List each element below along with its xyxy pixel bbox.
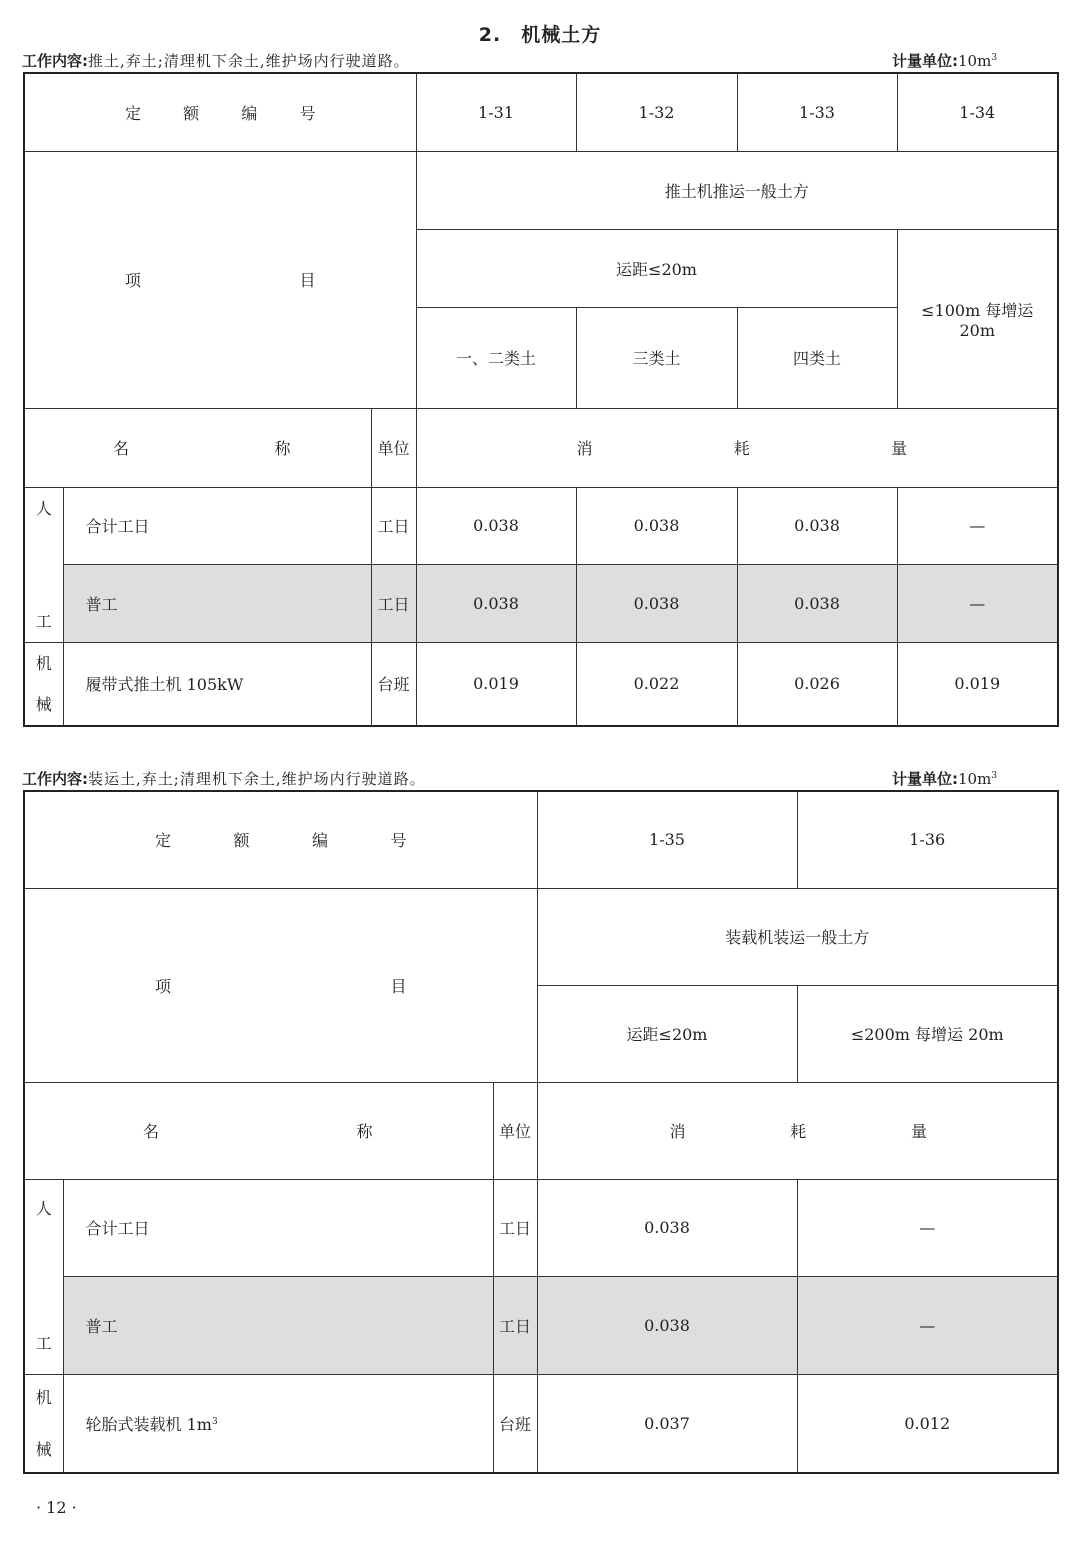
- section-title: 2. 机械土方: [478, 24, 602, 46]
- row-unit: 工日: [371, 564, 416, 642]
- item-label-char: 目: [299, 271, 316, 290]
- table-row: [24, 1374, 1058, 1473]
- name-label-cell: [24, 1082, 493, 1179]
- labor-category-char: 工: [35, 611, 52, 631]
- work-content-text: 装运土,弃土;清理机下余土,维护场内行驶道路。: [88, 770, 426, 788]
- quota-code: 1-35: [537, 791, 797, 888]
- table-row: [24, 487, 1058, 564]
- quota-code: 1-31: [416, 73, 576, 151]
- row-value: 0.019: [416, 642, 576, 726]
- group-header-row: [24, 888, 1058, 985]
- row-value: 0.038: [537, 1179, 797, 1277]
- row-value: 0.012: [797, 1374, 1058, 1473]
- quota-label-char: 额: [183, 103, 200, 123]
- labor-category: [24, 1179, 63, 1374]
- extra-header-line: ≤100m 每增运: [921, 300, 1034, 320]
- column-header-row: [24, 1082, 1058, 1179]
- row-name: 合计工日: [63, 487, 371, 564]
- work-content-1: [22, 50, 410, 71]
- name-label-char: 名: [143, 1122, 160, 1141]
- work-content-2: [22, 768, 426, 789]
- name-label-char: 称: [274, 439, 291, 458]
- measure-unit-sup: 3: [991, 53, 998, 63]
- machine-category-char: 械: [35, 694, 52, 714]
- row-name-cell: [63, 1374, 493, 1473]
- row-unit: 工日: [493, 1179, 537, 1277]
- quota-label-char: 定: [155, 831, 172, 851]
- labor-category-char: 工: [35, 1333, 52, 1353]
- consumption-char: 消: [576, 439, 593, 458]
- consumption-char: 量: [890, 439, 907, 458]
- name-label-char: 名: [113, 439, 130, 458]
- group-header: 推土机推运一般土方: [416, 151, 1058, 229]
- row-name: 合计工日: [63, 1179, 493, 1277]
- item-label-cell: [24, 151, 416, 408]
- quota-code: 1-32: [576, 73, 737, 151]
- row-value: 0.038: [576, 487, 737, 564]
- soil-class: 三类土: [576, 307, 737, 408]
- machine-category: [24, 1374, 63, 1473]
- measure-unit-2: [892, 768, 997, 789]
- row-value: 0.022: [576, 642, 737, 726]
- quota-code: 1-36: [797, 791, 1058, 888]
- quota-code: 1-34: [897, 73, 1058, 151]
- row-unit: 台班: [493, 1374, 537, 1473]
- machine-category: [24, 642, 63, 726]
- work-content-text: 推土,弃土;清理机下余土,维护场内行驶道路。: [88, 52, 410, 70]
- row-value: 0.038: [737, 487, 897, 564]
- row-value: 0.038: [537, 1277, 797, 1375]
- machine-category-char: 机: [35, 1387, 52, 1407]
- consumption-char: 量: [910, 1122, 927, 1141]
- soil-class: 一、二类土: [416, 307, 576, 408]
- quota-label-cell: [24, 73, 416, 151]
- distance-header: 运距≤20m: [416, 229, 897, 307]
- group-header-row: [24, 151, 1058, 229]
- row-value: 0.038: [416, 487, 576, 564]
- quota-label-char: 编: [241, 103, 258, 123]
- measure-unit-value: 10m: [958, 770, 992, 788]
- table-row: [24, 642, 1058, 726]
- consumption-label-cell: [537, 1082, 1058, 1179]
- row-value: 0.026: [737, 642, 897, 726]
- quota-label-cell: [24, 791, 537, 888]
- quota-code-row: [24, 791, 1058, 888]
- quota-label-char: 编: [312, 831, 329, 851]
- row-value: 0.037: [537, 1374, 797, 1473]
- measure-unit-label: 计量单位:: [892, 52, 958, 70]
- table-row: [24, 1277, 1058, 1375]
- measure-unit-sup: 3: [991, 771, 998, 781]
- soil-class: 四类土: [737, 307, 897, 408]
- consumption-char: 消: [669, 1122, 686, 1141]
- table-row: [24, 1179, 1058, 1277]
- quota-label-char: 号: [299, 103, 316, 123]
- labor-category: [24, 487, 63, 642]
- row-value: —: [897, 564, 1058, 642]
- work-content-label: 工作内容:: [22, 770, 88, 788]
- row-unit: 工日: [371, 487, 416, 564]
- consumption-char: 耗: [733, 439, 750, 458]
- consumption-label-cell: [416, 408, 1058, 487]
- sub-header: 运距≤20m: [537, 985, 797, 1082]
- row-value: 0.038: [576, 564, 737, 642]
- row-name: 普工: [63, 564, 371, 642]
- item-label-char: 项: [155, 976, 172, 996]
- extra-distance-header: [897, 229, 1058, 408]
- extra-header-line: 20m: [959, 320, 996, 340]
- labor-category-char: 人: [35, 498, 52, 518]
- measure-unit-label: 计量单位:: [892, 770, 958, 788]
- row-name: 普工: [63, 1277, 493, 1375]
- row-value: —: [797, 1277, 1058, 1375]
- name-label-cell: [24, 408, 371, 487]
- labor-category-char: 人: [35, 1198, 52, 1218]
- quota-code: 1-33: [737, 73, 897, 151]
- item-label-cell: [24, 888, 537, 1082]
- unit-column-label: 单位: [493, 1082, 537, 1179]
- unit-column-label: 单位: [371, 408, 416, 487]
- quota-table-2: [23, 790, 1059, 1474]
- sub-header: ≤200m 每增运 20m: [797, 985, 1058, 1082]
- table-row: [24, 564, 1058, 642]
- row-value: —: [797, 1179, 1058, 1277]
- name-label-char: 称: [356, 1122, 373, 1141]
- row-name: 轮胎式装载机 1m: [85, 1414, 212, 1434]
- quota-label-char: 号: [390, 831, 407, 851]
- row-name: 履带式推土机 105kW: [63, 642, 371, 726]
- group-header: 装载机装运一般土方: [537, 888, 1058, 985]
- column-header-row: [24, 408, 1058, 487]
- machine-category-char: 机: [35, 653, 52, 673]
- item-label-char: 目: [390, 976, 407, 996]
- measure-unit-value: 10m: [958, 52, 992, 70]
- work-content-label: 工作内容:: [22, 52, 88, 70]
- consumption-char: 耗: [790, 1122, 807, 1141]
- row-unit: 工日: [493, 1277, 537, 1375]
- row-name-sup: 3: [211, 1416, 218, 1427]
- row-value: 0.038: [737, 564, 897, 642]
- quota-code-row: [24, 73, 1058, 151]
- row-unit: 台班: [371, 642, 416, 726]
- quota-table-1: [23, 72, 1059, 727]
- item-label-char: 项: [125, 271, 142, 290]
- quota-label-char: 定: [125, 103, 142, 123]
- row-value: 0.038: [416, 564, 576, 642]
- quota-label-char: 额: [233, 831, 250, 851]
- row-value: 0.019: [897, 642, 1058, 726]
- page-number: · 12 ·: [36, 1498, 77, 1517]
- row-value: —: [897, 487, 1058, 564]
- measure-unit-1: [892, 50, 997, 71]
- machine-category-char: 械: [35, 1439, 52, 1459]
